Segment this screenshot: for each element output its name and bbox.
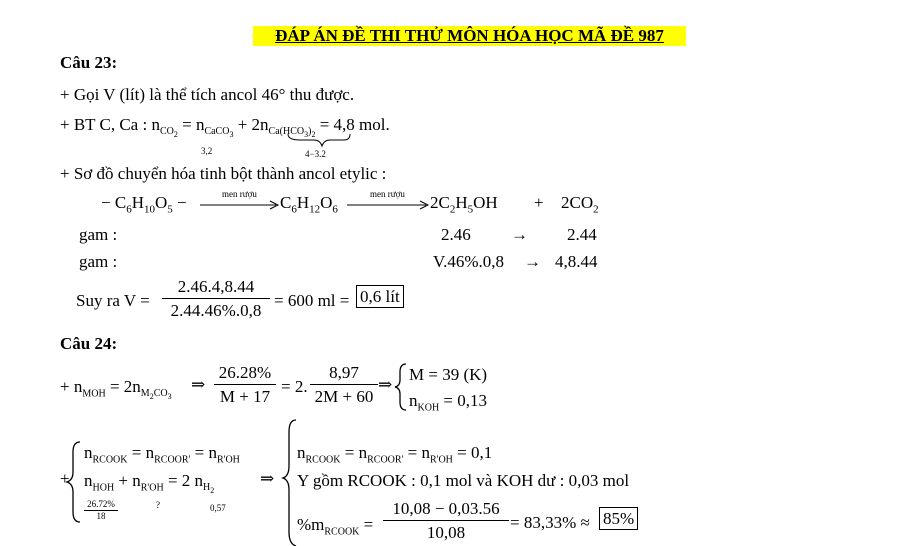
system-left-line-1: $n_{RCOOK} = n_{RCOOR'} = n_{R'OH}$ — [84, 443, 240, 466]
system-right-line-2: Y gồm RCOOK : 0,1 mol và KOH dư : 0,03 mol — [297, 471, 630, 490]
fraction-2: $\frac{8,97}{2M + 60}$ — [310, 364, 378, 405]
conclusion-prefix: Suy ra V = — [76, 291, 150, 310]
plus-sign: + — [534, 193, 544, 212]
question-24-label: Câu 24: — [60, 334, 118, 353]
eq-2: = 2. — [281, 377, 308, 396]
q23-line-1: + Gọi V (lít) là thể tích ancol 46° thu được. — [60, 85, 355, 104]
glucose-formula: $C_6H_{12}O_6$ — [280, 193, 338, 216]
q23-scheme-title: + Sơ đồ chuyển hóa tinh bột thành ancol etylic : — [60, 164, 387, 183]
arrow-label-1: men rượu — [222, 189, 257, 199]
row1-right: 2.44 — [567, 225, 597, 244]
implies-arrow-3: ⇒ — [260, 469, 275, 488]
percent-result: = 83,33% ≈ — [510, 513, 590, 532]
system-plus: + — [60, 469, 70, 488]
gam-label-1: gam : — [79, 225, 118, 244]
result-brace — [395, 364, 406, 410]
underbrace — [288, 134, 350, 146]
implies-arrow-2: ⇒ — [378, 375, 393, 394]
system-left-line-2: $n_{HOH} + n_{R'OH} = 2$ $n_{H_2}$ — [84, 471, 215, 496]
starch-formula: − $C_6H_{10}O_5$ − — [101, 193, 187, 216]
result-nkoh: $n_{KOH} = 0,13$ — [409, 391, 488, 414]
system-left-unknown: ? — [156, 500, 160, 510]
answer-24: 85% — [599, 507, 638, 530]
question-23-label: Câu 23: — [60, 53, 118, 72]
conclusion-eq: = 600 ml = — [274, 291, 350, 310]
row1-left: 2.46 — [441, 225, 471, 244]
percent-fraction: $\frac{10,08 - 0,03.56}{10,08}$ — [383, 500, 509, 541]
row2-right: 4,8.44 — [555, 252, 598, 271]
system-right-line-3-prefix: $\%m_{RCOOK}$ = — [297, 515, 374, 538]
fraction-1: $\frac{26.28\%}{M + 17}$ — [214, 364, 276, 405]
q23-under-label-1: 3,2 — [201, 146, 213, 156]
co2-formula: $2CO_2$ — [561, 193, 599, 216]
right-system-brace — [283, 420, 296, 546]
ethanol-formula: $2C_2H_5OH$ — [430, 193, 498, 216]
system-right-line-1: $n_{RCOOK} = n_{RCOOR'} = n_{R'OH} = 0,1$ — [297, 443, 493, 466]
row2-arrow: → — [524, 252, 541, 271]
system-left-fraction: $\frac{26.72\%}{18}$ — [84, 500, 118, 521]
volume-denominator: 2.44.46%.0,8 — [162, 298, 270, 319]
system-left-value: 0,57 — [210, 503, 226, 513]
row1-arrow: → — [511, 225, 528, 244]
row2-left: V.46%.0,8 — [433, 252, 504, 271]
arrow-label-2: men rượu — [370, 189, 405, 199]
q24-line-1: + $n_{MOH} = 2n_{M_2CO_3}$ — [60, 377, 172, 402]
q23-under-label-2: 4−3.2 — [305, 149, 326, 159]
implies-arrow-1: ⇒ — [191, 375, 206, 394]
left-system-brace — [67, 442, 80, 522]
q23-bt-line: + BT C, Ca : $n_{CO_2} = n_{CaCO_3} + 2n_{Ca(HCO_3)_2} = 4,8$ mol. — [60, 115, 390, 140]
volume-numerator: 2.46.4,8.44 — [177, 277, 255, 296]
page-title: ĐÁP ÁN ĐỀ THI THỬ MÔN HÓA HỌC MÃ ĐỀ 987 — [275, 26, 664, 45]
result-m: M = 39 (K) — [409, 365, 488, 384]
gam-label-2: gam : — [79, 252, 118, 271]
answer-23: 0,6 lít — [356, 285, 404, 308]
